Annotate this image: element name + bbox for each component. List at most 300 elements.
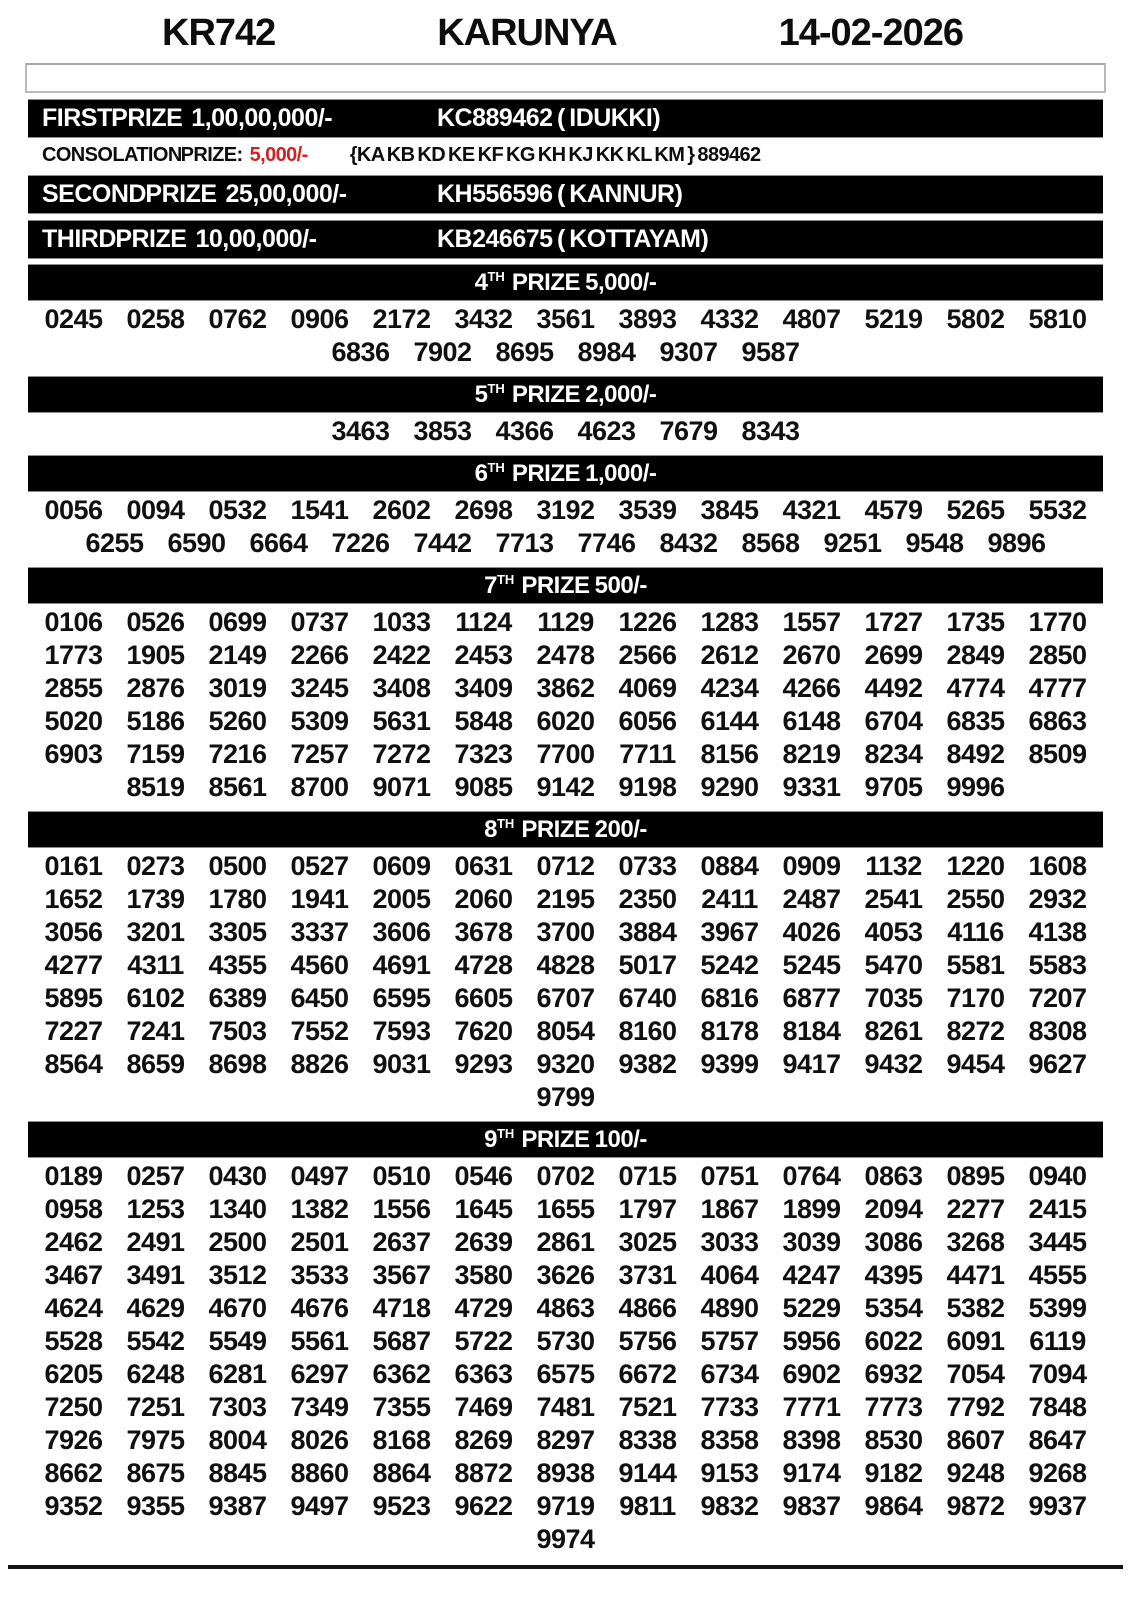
prize-number: 5631 <box>372 706 431 736</box>
prize-number: 7773 <box>864 1392 923 1422</box>
prize-number: 5382 <box>946 1293 1005 1323</box>
prize-section-header <box>28 376 1103 413</box>
prize-number: 3853 <box>413 416 472 446</box>
prize-number: 5470 <box>864 950 923 980</box>
prize-number: 3445 <box>1028 1227 1087 1257</box>
prize-number: 5757 <box>700 1326 759 1356</box>
prize-number: 3512 <box>208 1260 267 1290</box>
prize-number: 6740 <box>618 983 677 1013</box>
prize-number: 1739 <box>126 884 185 914</box>
prize-number: 0546 <box>454 1161 513 1191</box>
second-prize-row <box>28 175 1103 214</box>
prize-number: 8269 <box>454 1425 513 1455</box>
prize-number: 3033 <box>700 1227 759 1257</box>
prize-number: 8607 <box>946 1425 1005 1455</box>
prize-number: 8234 <box>864 739 923 769</box>
prize-number: 3626 <box>536 1260 595 1290</box>
prize-number: 7711 <box>619 739 676 769</box>
prize-section-title: 6TH PRIZE 1,000/- <box>474 459 657 487</box>
prize-number: 9307 <box>659 337 718 367</box>
prize-number: 6056 <box>618 706 677 736</box>
prize-number: 0699 <box>208 607 267 637</box>
prize-section-header <box>28 567 1103 604</box>
prize-number: 0762 <box>208 304 267 334</box>
prize-number: 8308 <box>1028 1016 1087 1046</box>
prize-number: 3700 <box>536 917 595 947</box>
prize-number: 0895 <box>946 1161 1005 1191</box>
prize-number: 8860 <box>290 1458 349 1488</box>
third-prize-row <box>28 220 1103 259</box>
prize-number: 2501 <box>290 1227 349 1257</box>
prize-number: 0751 <box>700 1161 759 1191</box>
prize-number: 3678 <box>454 917 513 947</box>
prize-number: 4560 <box>290 950 349 980</box>
prize-number: 1226 <box>618 607 677 637</box>
prize-number: 2415 <box>1028 1194 1087 1224</box>
prize-number: 8530 <box>864 1425 923 1455</box>
prize-number: 3606 <box>372 917 431 947</box>
prize-number: 2350 <box>618 884 677 914</box>
prize-number: 9290 <box>700 772 759 802</box>
prize-number: 2195 <box>536 884 595 914</box>
prize-number: 3409 <box>454 673 513 703</box>
prize-number: 4311 <box>127 950 184 980</box>
prize-number: 2487 <box>782 884 841 914</box>
prize-number: 0273 <box>126 851 185 881</box>
prize-number: 8509 <box>1028 739 1087 769</box>
prize-number: 0940 <box>1028 1161 1087 1191</box>
prize-number: 9182 <box>864 1458 923 1488</box>
prize-number: 9864 <box>864 1491 923 1521</box>
prize-number: 7713 <box>495 528 554 558</box>
prize-number: 6902 <box>782 1359 841 1389</box>
winning-numbers-grid <box>28 413 1103 450</box>
prize-number: 6903 <box>44 739 103 769</box>
prize-number: 2094 <box>864 1194 923 1224</box>
prize-number: 1770 <box>1028 607 1087 637</box>
prize-number: 5309 <box>290 706 349 736</box>
prize-number: 5756 <box>618 1326 677 1356</box>
prize-number: 6102 <box>126 983 185 1013</box>
prize-number: 7207 <box>1028 983 1087 1013</box>
prize-number: 4026 <box>782 917 841 947</box>
prize-number: 8156 <box>700 739 759 769</box>
prize-number: 9399 <box>700 1049 759 1079</box>
prize-section-title: 4TH PRIZE 5,000/- <box>474 268 657 296</box>
prize-number: 0958 <box>44 1194 103 1224</box>
prize-number: 3884 <box>618 917 677 947</box>
prize-number: 9142 <box>536 772 595 802</box>
prize-number: 4624 <box>44 1293 103 1323</box>
prize-number: 5532 <box>1028 495 1087 525</box>
prize-number: 5895 <box>44 983 103 1013</box>
prize-number: 2876 <box>126 673 185 703</box>
prize-number: 3561 <box>536 304 595 334</box>
prize-number: 8647 <box>1028 1425 1087 1455</box>
prize-number: 5581 <box>946 950 1005 980</box>
prize-number: 2060 <box>454 884 513 914</box>
prize-number: 7679 <box>659 416 718 446</box>
prize-number: 9355 <box>126 1491 185 1521</box>
draw-date: 14-02-2026 <box>778 12 963 54</box>
prize-number: 1652 <box>44 884 103 914</box>
prize-number: 2277 <box>946 1194 1005 1224</box>
prize-number: 6363 <box>454 1359 513 1389</box>
prize-number: 7227 <box>44 1016 103 1046</box>
prize-number: 8178 <box>700 1016 759 1046</box>
prize-number: 4366 <box>495 416 554 446</box>
prize-number: 3432 <box>454 304 513 334</box>
draw-code: KR742 <box>162 12 276 54</box>
prize-number: 8561 <box>208 772 267 802</box>
prize-number: 9085 <box>454 772 513 802</box>
prize-number: 9293 <box>454 1049 513 1079</box>
first-prize-winner: KC889462 ( IDUKKI) <box>437 104 661 132</box>
prize-number: 6863 <box>1028 706 1087 736</box>
prize-number: 6022 <box>864 1326 923 1356</box>
prize-number: 9548 <box>905 528 964 558</box>
prize-number: 5265 <box>946 495 1005 525</box>
prize-number: 9251 <box>823 528 882 558</box>
prize-number: 3056 <box>44 917 103 947</box>
prize-number: 7442 <box>413 528 472 558</box>
prize-number: 8564 <box>44 1049 103 1079</box>
prize-number: 9268 <box>1028 1458 1087 1488</box>
prize-number: 7054 <box>946 1359 1005 1389</box>
prize-number: 1867 <box>700 1194 759 1224</box>
prize-number: 4728 <box>454 950 513 980</box>
prize-number: 3580 <box>454 1260 513 1290</box>
prize-number: 0702 <box>536 1161 595 1191</box>
prize-number: 6205 <box>44 1359 103 1389</box>
prize-number: 0733 <box>618 851 677 881</box>
prize-number: 0532 <box>208 495 267 525</box>
winning-numbers-grid <box>28 848 1103 1116</box>
prize-number: 7323 <box>454 739 513 769</box>
prize-number: 9622 <box>454 1491 513 1521</box>
prize-section-title: 5TH PRIZE 2,000/- <box>474 380 657 408</box>
winning-numbers-grid <box>28 492 1103 562</box>
prize-number: 3305 <box>208 917 267 947</box>
prize-number: 5956 <box>782 1326 841 1356</box>
prize-number: 8026 <box>290 1425 349 1455</box>
prize-number: 4718 <box>372 1293 431 1323</box>
prize-number: 6389 <box>208 983 267 1013</box>
prize-number: 2411 <box>701 884 758 914</box>
prize-number: 7620 <box>454 1016 513 1046</box>
prize-number: 1541 <box>290 495 349 525</box>
prize-number: 3192 <box>536 495 595 525</box>
prize-number: 6595 <box>372 983 431 1013</box>
prize-number: 4116 <box>947 917 1004 947</box>
prize-number: 3019 <box>208 673 267 703</box>
prize-number: 2850 <box>1028 640 1087 670</box>
prize-number: 0527 <box>290 851 349 881</box>
prize-number: 3533 <box>290 1260 349 1290</box>
prize-number: 2266 <box>290 640 349 670</box>
prize-number: 9248 <box>946 1458 1005 1488</box>
prize-number: 5561 <box>290 1326 349 1356</box>
prize-number: 2541 <box>864 884 923 914</box>
prize-number: 9071 <box>372 772 431 802</box>
prize-number: 7216 <box>208 739 267 769</box>
prize-number: 2422 <box>372 640 431 670</box>
prize-number: 5687 <box>372 1326 431 1356</box>
prize-number: 0161 <box>44 851 103 881</box>
prize-number: 2861 <box>536 1227 595 1257</box>
prize-number: 1727 <box>864 607 923 637</box>
prize-number: 8343 <box>741 416 800 446</box>
prize-number: 0526 <box>126 607 185 637</box>
prize-number: 4828 <box>536 950 595 980</box>
prize-number: 5399 <box>1028 1293 1087 1323</box>
prize-section <box>0 264 1131 371</box>
prize-number: 0737 <box>290 607 349 637</box>
prize-number: 4234 <box>700 673 759 703</box>
prize-number: 3893 <box>618 304 677 334</box>
prize-number: 0712 <box>536 851 595 881</box>
prize-number: 1220 <box>946 851 1005 881</box>
prize-number: 2462 <box>44 1227 103 1257</box>
prize-number: 9497 <box>290 1491 349 1521</box>
prize-number: 3567 <box>372 1260 431 1290</box>
third-prize-label: THIRD PRIZE 10,00,000/- <box>42 225 317 253</box>
prize-number: 8700 <box>290 772 349 802</box>
prize-number: 1645 <box>454 1194 513 1224</box>
prize-number: 2005 <box>372 884 431 914</box>
prize-number: 4355 <box>208 950 267 980</box>
prize-number: 4492 <box>864 673 923 703</box>
prize-number: 2932 <box>1028 884 1087 914</box>
prize-number: 7251 <box>126 1392 185 1422</box>
prize-number: 6605 <box>454 983 513 1013</box>
prize-number: 1556 <box>372 1194 431 1224</box>
prize-number: 2491 <box>126 1227 185 1257</box>
prize-number: 9627 <box>1028 1049 1087 1079</box>
prize-number: 8675 <box>126 1458 185 1488</box>
lottery-name: KARUNYA <box>437 12 617 54</box>
prize-number: 6119 <box>1029 1326 1086 1356</box>
consolation-prize-row <box>28 142 1103 169</box>
prize-number: 8338 <box>618 1425 677 1455</box>
prize-number: 5583 <box>1028 950 1087 980</box>
prize-number: 0258 <box>126 304 185 334</box>
prize-number: 7848 <box>1028 1392 1087 1422</box>
prize-number: 8272 <box>946 1016 1005 1046</box>
prize-number: 0909 <box>782 851 841 881</box>
prize-number: 0884 <box>700 851 759 881</box>
prize-number: 1780 <box>208 884 267 914</box>
prize-number: 4277 <box>44 950 103 980</box>
prize-number: 3967 <box>700 917 759 947</box>
prize-number: 1557 <box>782 607 841 637</box>
prize-number: 8864 <box>372 1458 431 1488</box>
prize-number: 7926 <box>44 1425 103 1455</box>
prize-section-header <box>28 811 1103 848</box>
prize-number: 5219 <box>864 304 923 334</box>
prize-number: 8358 <box>700 1425 759 1455</box>
prize-number: 6362 <box>372 1359 431 1389</box>
prize-section <box>0 567 1131 806</box>
prize-number: 1253 <box>126 1194 185 1224</box>
prize-number: 6248 <box>126 1359 185 1389</box>
prize-number: 9523 <box>372 1491 431 1521</box>
prize-number: 7481 <box>536 1392 595 1422</box>
prize-number: 3039 <box>782 1227 841 1257</box>
prize-number: 8519 <box>126 772 185 802</box>
prize-section <box>0 376 1131 450</box>
prize-section-title: 8TH PRIZE 200/- <box>484 815 647 843</box>
prize-number: 8826 <box>290 1049 349 1079</box>
prize-number: 0609 <box>372 851 431 881</box>
prize-number: 7700 <box>536 739 595 769</box>
prize-number: 2639 <box>454 1227 513 1257</box>
prize-number: 3845 <box>700 495 759 525</box>
prize-number: 9996 <box>946 772 1005 802</box>
prize-number: 7593 <box>372 1016 431 1046</box>
winning-numbers-grid <box>28 301 1103 371</box>
prize-number: 7159 <box>126 739 185 769</box>
prize-number: 6575 <box>536 1359 595 1389</box>
prize-number: 0510 <box>372 1161 431 1191</box>
prize-number: 0497 <box>290 1161 349 1191</box>
consolation-series-list: {KA KB KD KE KF KG KH KJ KK KL KM } 889462 <box>349 144 761 166</box>
prize-number: 5017 <box>618 950 677 980</box>
prize-number: 4729 <box>454 1293 513 1323</box>
prize-number: 7094 <box>1028 1359 1087 1389</box>
prize-number: 9454 <box>946 1049 1005 1079</box>
prize-number: 2602 <box>372 495 431 525</box>
prize-number: 4866 <box>618 1293 677 1323</box>
prize-number: 6877 <box>782 983 841 1013</box>
prize-number: 7521 <box>618 1392 677 1422</box>
prize-number: 7902 <box>413 337 472 367</box>
prize-number: 8398 <box>782 1425 841 1455</box>
prize-number: 6450 <box>290 983 349 1013</box>
prize-section-header <box>28 455 1103 492</box>
prize-number: 3491 <box>126 1260 185 1290</box>
empty-input-box[interactable] <box>25 63 1106 93</box>
prize-number: 9320 <box>536 1049 595 1079</box>
prize-number: 1899 <box>782 1194 841 1224</box>
prize-number: 0189 <box>44 1161 103 1191</box>
prize-number: 0500 <box>208 851 267 881</box>
prize-number: 5730 <box>536 1326 595 1356</box>
prize-number: 0906 <box>290 304 349 334</box>
prize-number: 2855 <box>44 673 103 703</box>
prize-number: 2849 <box>946 640 1005 670</box>
prize-number: 4676 <box>290 1293 349 1323</box>
prize-number: 4555 <box>1028 1260 1087 1290</box>
prize-number: 9387 <box>208 1491 267 1521</box>
prize-number: 7250 <box>44 1392 103 1422</box>
prize-number: 1797 <box>618 1194 677 1224</box>
prize-number: 8004 <box>208 1425 267 1455</box>
prize-number: 4069 <box>618 673 677 703</box>
prize-number: 7257 <box>290 739 349 769</box>
prize-number: 1124 <box>455 607 512 637</box>
prize-number: 3467 <box>44 1260 103 1290</box>
prize-number: 3337 <box>290 917 349 947</box>
prize-number: 4890 <box>700 1293 759 1323</box>
prize-number: 8568 <box>741 528 800 558</box>
draw-header <box>0 0 1131 61</box>
prize-number: 5848 <box>454 706 513 736</box>
third-prize-winner: KB246675 ( KOTTAYAM) <box>437 225 709 253</box>
prize-number: 2698 <box>454 495 513 525</box>
prize-number: 8872 <box>454 1458 513 1488</box>
prize-number: 8054 <box>536 1016 595 1046</box>
prize-number: 6664 <box>249 528 308 558</box>
prize-number: 0245 <box>44 304 103 334</box>
prize-number: 5802 <box>946 304 1005 334</box>
prize-number: 3201 <box>126 917 185 947</box>
prize-number: 8492 <box>946 739 1005 769</box>
prize-number: 9587 <box>741 337 800 367</box>
prize-number: 6148 <box>782 706 841 736</box>
prize-number: 2566 <box>618 640 677 670</box>
prize-number: 7733 <box>700 1392 759 1422</box>
prize-number: 2500 <box>208 1227 267 1257</box>
prize-number: 8845 <box>208 1458 267 1488</box>
prize-number: 2550 <box>946 884 1005 914</box>
prize-number: 8938 <box>536 1458 595 1488</box>
prize-number: 9705 <box>864 772 923 802</box>
prize-number: 8698 <box>208 1049 267 1079</box>
prize-number: 1033 <box>372 607 431 637</box>
prize-number: 0094 <box>126 495 185 525</box>
first-prize-row <box>28 99 1103 138</box>
prize-number: 7746 <box>577 528 636 558</box>
prize-number: 9837 <box>782 1491 841 1521</box>
prize-number: 9031 <box>372 1049 431 1079</box>
prize-number: 1655 <box>536 1194 595 1224</box>
prize-number: 7355 <box>372 1392 431 1422</box>
prize-number: 1340 <box>208 1194 267 1224</box>
prize-number: 8160 <box>618 1016 677 1046</box>
bottom-divider <box>8 1565 1123 1569</box>
prize-number: 4863 <box>536 1293 595 1323</box>
prize-section-header <box>28 264 1103 301</box>
winning-numbers-grid <box>28 1158 1103 1558</box>
prize-number: 4332 <box>700 304 759 334</box>
prize-number: 7035 <box>864 983 923 1013</box>
prize-section <box>0 1121 1131 1558</box>
prize-number: 1283 <box>700 607 759 637</box>
prize-number: 9382 <box>618 1049 677 1079</box>
prize-number: 3463 <box>331 416 390 446</box>
prize-number: 4774 <box>946 673 1005 703</box>
prize-number: 6932 <box>864 1359 923 1389</box>
prize-number: 3539 <box>618 495 677 525</box>
winning-numbers-grid <box>28 604 1103 806</box>
prize-number: 9331 <box>782 772 841 802</box>
prize-number: 9352 <box>44 1491 103 1521</box>
prize-number: 6704 <box>864 706 923 736</box>
lower-prize-sections <box>0 264 1131 1558</box>
prize-number: 4807 <box>782 304 841 334</box>
prize-number: 1905 <box>126 640 185 670</box>
prize-number: 7792 <box>946 1392 1005 1422</box>
prize-number: 9937 <box>1028 1491 1087 1521</box>
prize-number: 6020 <box>536 706 595 736</box>
prize-number: 6816 <box>700 983 759 1013</box>
second-prize-label: SECOND PRIZE 25,00,000/- <box>42 180 347 208</box>
prize-section <box>0 455 1131 562</box>
prize-number: 2478 <box>536 640 595 670</box>
prize-number: 0863 <box>864 1161 923 1191</box>
prize-number: 0106 <box>44 607 103 637</box>
